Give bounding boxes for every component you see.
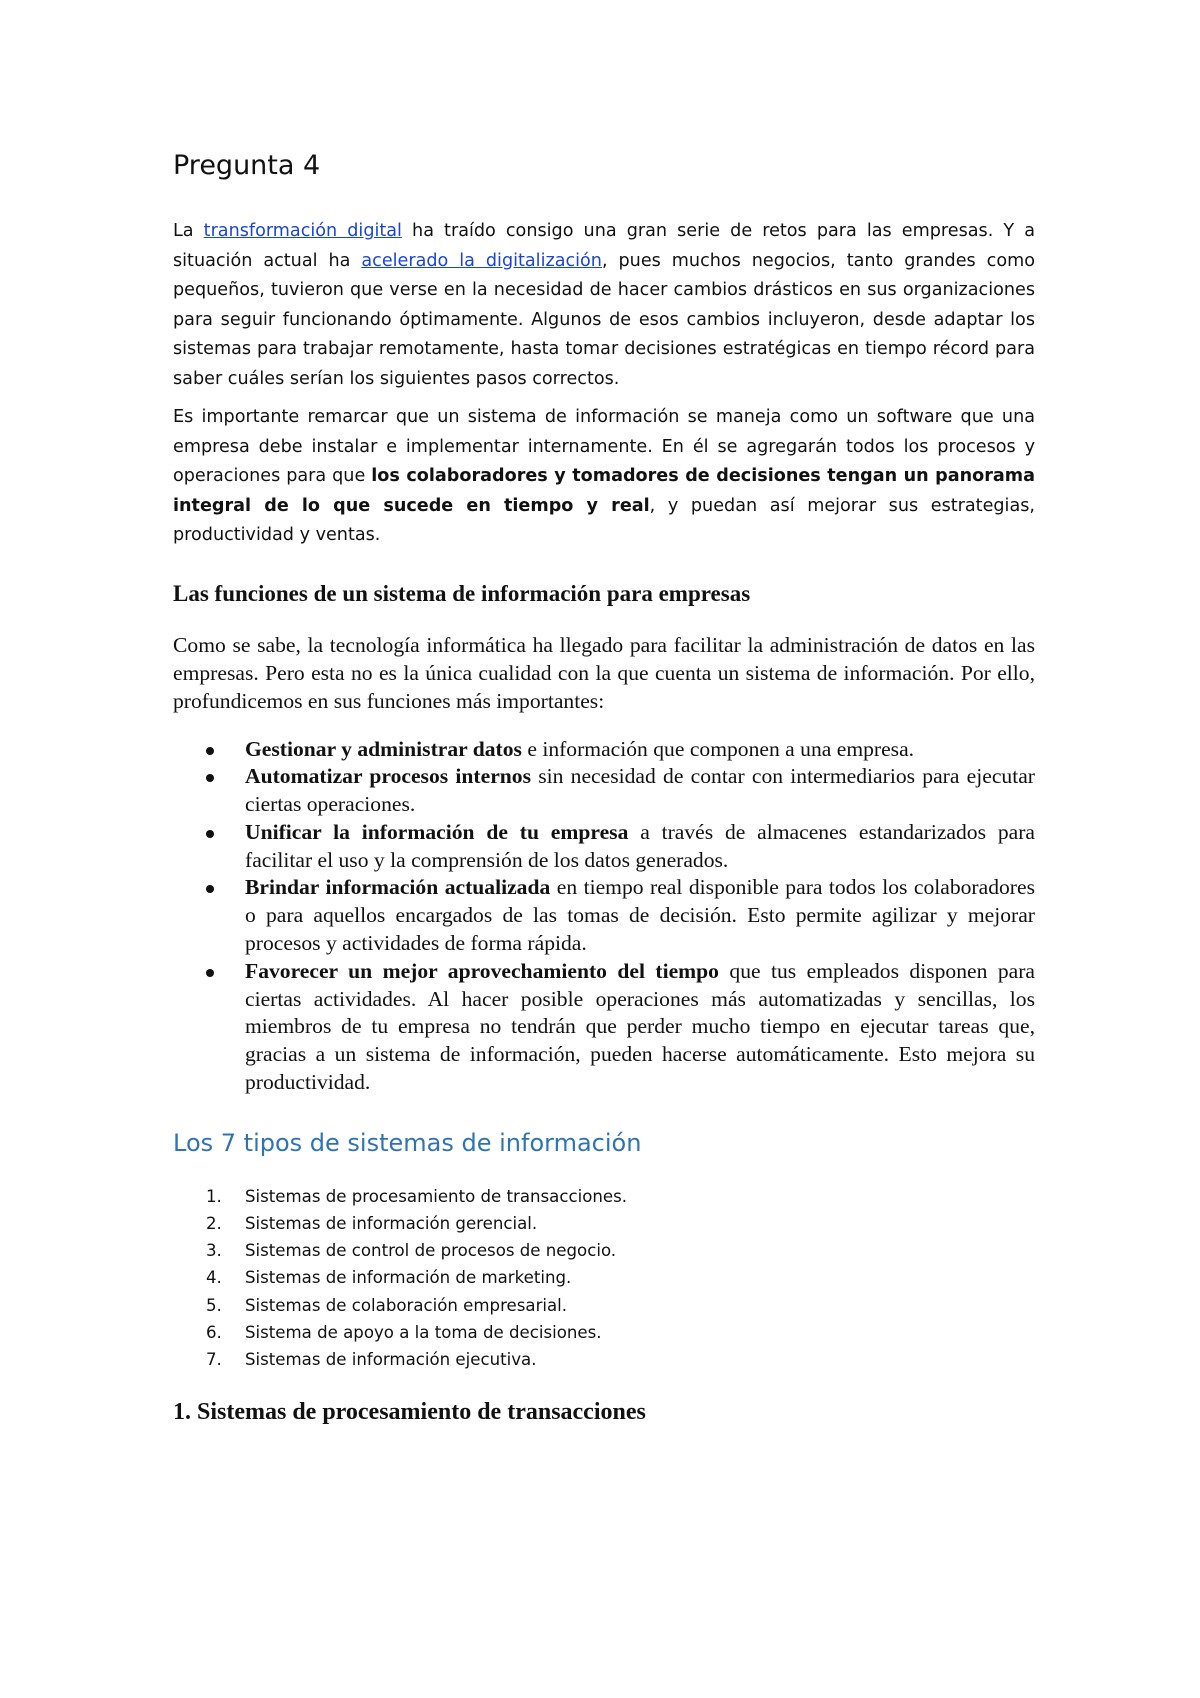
bullet-bold: Unificar la información de tu empresa (245, 819, 629, 844)
tipos-numbered-list (173, 1183, 1035, 1373)
section-heading-tipos: Los 7 tipos de sistemas de información (173, 1128, 642, 1157)
funciones-bullet-list (173, 736, 1035, 1097)
list-item-text: Sistemas de colaboración empresarial. (245, 1295, 568, 1315)
list-item (173, 1210, 1035, 1237)
list-number: 6. (206, 1322, 222, 1342)
list-item (173, 1292, 1035, 1319)
list-number: 4. (206, 1268, 222, 1288)
intro-p1-text-2: ha traído consigo una gran serie de retos para las empresas. Y a situación actual ha (173, 221, 1035, 271)
intro-p2-text-2: , y puedan así mejorar sus estrategias, productividad y ventas. (173, 495, 1035, 545)
list-item-text: Sistema de apoyo a la toma de decisiones. (245, 1322, 602, 1342)
list-item (173, 1346, 1035, 1373)
bullet-text: a través de almacenes estandarizados para facilitar el uso y la comprensión de los datos generados. (245, 819, 1035, 872)
list-item-text: Sistemas de procesamiento de transacciones. (245, 1186, 627, 1206)
section-funciones-paragraph: Como se sabe, la tecnología informática ha llegado para facilitar la administración de datos en las empresas. Pero esta no es la única cualidad con la que cuenta un sistema de información. Por ello, profundicemos en sus funciones más importantes: (173, 632, 1035, 713)
section-heading-procesamiento: 1. Sistemas de procesamiento de transacciones (173, 1399, 646, 1426)
bullet-icon (206, 969, 214, 977)
list-item (173, 1183, 1035, 1210)
page-title: Pregunta 4 (173, 150, 321, 181)
list-item (173, 1319, 1035, 1346)
list-item (173, 819, 1035, 875)
bullet-text: e información que componen a una empresa. (521, 736, 915, 761)
list-item-text: Sistemas de información de marketing. (245, 1268, 572, 1288)
document-content (173, 150, 1035, 1426)
list-number: 1. (206, 1186, 222, 1206)
link-acelerado-digitalizacion[interactable]: acelerado la digitalización (361, 250, 602, 271)
list-number: 3. (206, 1241, 222, 1261)
bullet-text: en tiempo real disponible para todos los colaboradores o para aquellos encargados de las tomas de decisión. Esto permite agilizar y mejorar procesos y actividades de forma rápida. (245, 875, 1035, 956)
bullet-icon (206, 774, 214, 782)
list-item-text: Sistemas de información gerencial. (245, 1214, 538, 1234)
bullet-bold: Gestionar y administrar datos (245, 736, 522, 761)
list-item-text: Sistemas de control de procesos de negocio. (245, 1241, 617, 1261)
bullet-bold: Brindar información actualizada (245, 875, 551, 900)
list-number: 5. (206, 1295, 222, 1315)
list-number: 7. (206, 1350, 222, 1370)
list-item (173, 1264, 1035, 1291)
list-item-text: Sistemas de información ejecutiva. (245, 1350, 537, 1370)
list-item (173, 1237, 1035, 1264)
link-transformacion-digital[interactable]: transformación digital (203, 221, 402, 241)
bullet-text: sin necesidad de contar con intermediarios para ejecutar ciertas operaciones. (245, 764, 1035, 817)
intro-paragraph-1 (173, 217, 1035, 394)
bullet-icon (206, 830, 214, 838)
intro-p1-text-1: La (173, 221, 204, 241)
list-item (173, 874, 1035, 957)
intro-paragraph-2 (173, 403, 1035, 551)
intro-p1-text-3: , pues muchos negocios, tanto grandes como pequeños, tuvieron que verse en la necesidad de hacer cambios drásticos en sus organizaciones para seguir funcionando óptimamente. Algunos de esos cambios incluyeron, desde adaptar los sistemas para trabajar remotamente, hasta tomar decisiones estratégicas en tiempo récord para saber cuáles serían los siguientes pasos correctos. (173, 250, 1035, 389)
section-heading-funciones: Las funciones de un sistema de información para empresas (173, 580, 751, 606)
intro-p2-bold: los colaboradores y tomadores de decisiones tengan un panorama integral de lo que sucede en tiempo y real (173, 466, 1035, 516)
list-item (173, 958, 1035, 1097)
intro-p2-text-1: Es importante remarcar que un sistema de información se maneja como un software que una empresa debe instalar e implementar internamente. En él se agregarán todos los procesos y operaciones para que (173, 407, 1035, 486)
bullet-text: que tus empleados disponen para ciertas actividades. Al hacer posible operaciones más automatizadas y sencillas, los miembros de tu empresa no tendrán que perder mucho tiempo en ejecutar tareas que, gracias a un sistema de información, pueden hacerse automáticamente. Esto mejora su productividad. (245, 958, 1035, 1095)
list-item (173, 763, 1035, 819)
bullet-bold: Automatizar procesos internos (245, 764, 531, 789)
bullet-icon (206, 747, 214, 755)
bullet-icon (206, 885, 214, 893)
list-number: 2. (206, 1214, 222, 1234)
bullet-bold: Favorecer un mejor aprovechamiento del tiempo (245, 958, 719, 983)
list-item (173, 736, 1035, 764)
